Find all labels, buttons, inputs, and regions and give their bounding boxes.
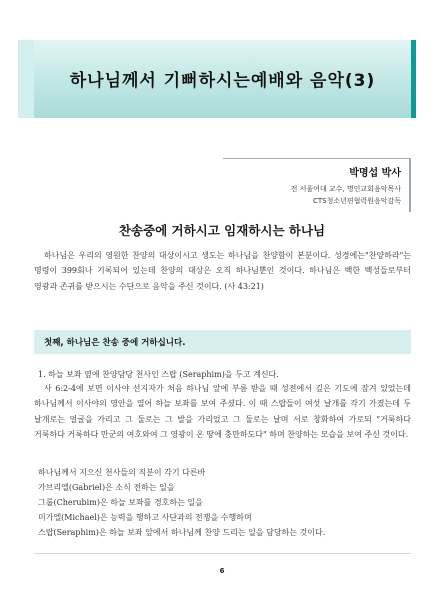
author-divider <box>223 158 409 159</box>
angel-item-michael: 미가엘(Michael)은 능력을 행하고 사단과의 전쟁을 수행하며 <box>38 513 252 522</box>
angel-item-gabriel: 가브리엘(Gabriel)은 소식 전하는 일을 <box>38 483 175 492</box>
author-name: 박명섭 박사 <box>349 168 401 179</box>
author-box <box>223 158 411 212</box>
subsection-highlight <box>34 330 411 354</box>
section-title: 찬송중에 거하시고 임재하시는 하나님 <box>118 223 326 238</box>
angel-item-seraphim: 스랍(Seraphim)은 하늘 보좌 앞에서 하나님께 찬양 드리는 일을 담당하는 것이다. <box>38 528 326 537</box>
subsection-title: 첫째, 하나님은 찬송 중에 거하십니다. <box>44 338 186 348</box>
author-affiliation-2: CTS청소년편협력원음악감독 <box>313 197 401 205</box>
angel-list-intro: 하나님께서 지으신 천사들의 직분이 각기 다른바 <box>38 468 206 477</box>
author-affiliation-1: 전 서울여대 교수, 명인교회음악목사 <box>290 185 401 193</box>
article-title: 하나님께서 기뻐하시는예배와 음악(3) <box>69 71 376 91</box>
angel-item-cherubim: 그룹(Cherubim)은 하늘 보좌를 경호하는 일을 <box>38 498 203 507</box>
intro-paragraph: 하나님은 우리의 영원한 찬양의 대상이시고 생도는 하나님을 찬양함이 본분이다. 성경에는"찬양하라"는 명령이 399회나 기록되어 있는데 찬양의 대상은 오직 하나님뿐인 것이다. 하나님은 백한 백성들로부터 영광과 존귀를 받으시는 수단으로 음악을 주신 것이다. (사 43:21) <box>34 251 411 291</box>
page-number: 6 <box>219 567 225 575</box>
body-paragraph: 사 6:2-4에 보면 이사야 선지자가 처음 하나님 앞에 부름 받을 때 성전에서 깊은 기도에 잠겨 있었는데 하나님께서 이사야의 영안을 열어 하늘 보좌를 보여 주셨다. 이 때 스랍들이 여섯 날개를 각기 가졌는데 두 날개로는 얼굴을 가리고 그 둘로는 그 발을 가리었고 그 둘로는 날며 서로 창화하여 가로되 "거룩하다 거룩하다 거룩하다 만군의 여호와여 그 영광이 온 땅에 충만하도다" 하며 찬양하는 모습을 보여 주신 것이다. <box>34 384 411 440</box>
banner-tab <box>18 40 34 118</box>
footer-divider <box>34 553 411 554</box>
title-banner <box>34 40 416 118</box>
point-1: 1. 하늘 보좌 옆에 찬양담당 천사인 스랍 (Seraphim)을 두고 계신다. <box>38 370 279 379</box>
